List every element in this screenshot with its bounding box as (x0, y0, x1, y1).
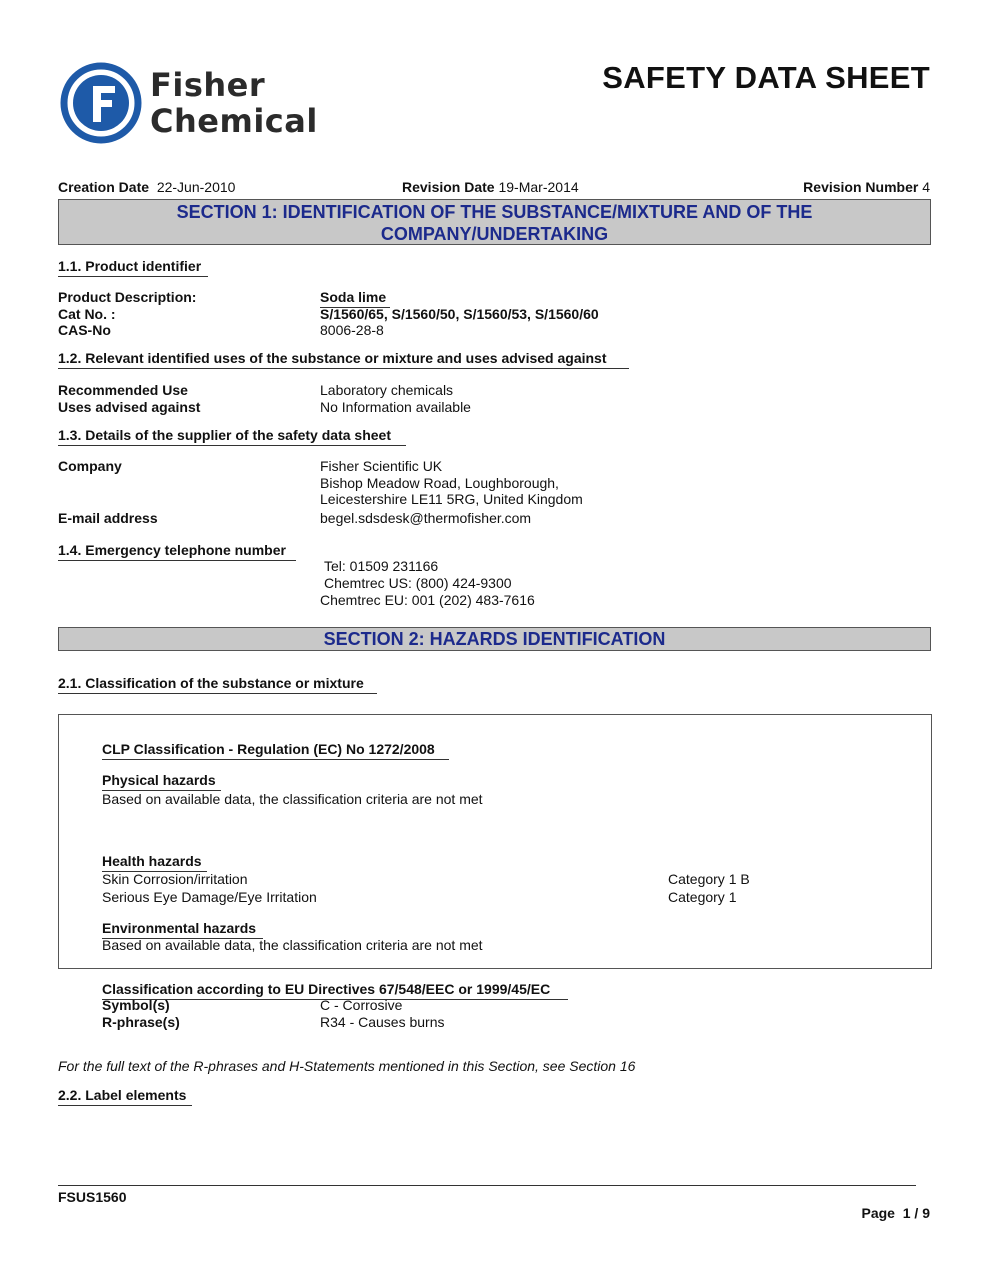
clp-heading-rule (102, 759, 449, 760)
company-logo (60, 62, 322, 144)
health-row-2-category: Category 1 (668, 889, 737, 905)
section-footnote: For the full text of the R-phrases and H-Statements mentioned in this Section, see Section 16 (58, 1058, 636, 1074)
emergency-line1: Tel: 01509 231166 (324, 558, 439, 574)
recommended-use-label: Recommended Use (58, 382, 188, 398)
symbol-label: Symbol(s) (102, 997, 170, 1013)
uses-against-label: Uses advised against (58, 399, 201, 415)
physical-text: Based on available data, the classification criteria are not met (102, 791, 483, 807)
page-label: Page (861, 1205, 895, 1221)
clp-heading: CLP Classification - Regulation (EC) No 1272/2008 (102, 741, 435, 757)
s21-heading: 2.1. Classification of the substance or mixture (58, 675, 364, 691)
product-desc-value: Soda lime (320, 289, 387, 305)
env-text: Based on available data, the classification criteria are not met (102, 937, 483, 953)
revision-date-value: 19-Mar-2014 (498, 179, 579, 195)
s11-heading: 1.1. Product identifier (58, 258, 202, 274)
emergency-line3: Chemtrec EU: 001 (202) 483-7616 (320, 592, 535, 608)
section1-title-line2: COMPANY/UNDERTAKING (380, 224, 609, 244)
s13-heading: 1.3. Details of the supplier of the safety data sheet (58, 427, 391, 443)
email-label: E-mail address (58, 510, 158, 526)
company-line3: Leicestershire LE11 5RG, United Kingdom (320, 491, 583, 507)
section1-title-line1: SECTION 1: IDENTIFICATION OF THE SUBSTANCE/MIXTURE AND OF THE (176, 202, 813, 222)
company-line2: Bishop Meadow Road, Loughborough, (320, 475, 559, 491)
health-row-1-hazard: Skin Corrosion/irritation (102, 871, 248, 887)
revision-number (803, 179, 930, 196)
eu-heading: Classification according to EU Directives 67/548/EEC or 1999/45/EC (102, 981, 551, 997)
creation-date-label: Creation Date (58, 179, 150, 195)
revision-date (402, 179, 579, 196)
s21-heading-rule (58, 693, 377, 694)
s13-heading-rule (58, 445, 406, 446)
fisher-logo-icon (60, 62, 142, 144)
rphrase-value: R34 - Causes burns (320, 1014, 445, 1030)
symbol-value: C - Corrosive (320, 997, 403, 1013)
page-number (862, 1205, 931, 1222)
s14-heading: 1.4. Emergency telephone number (58, 542, 286, 558)
recommended-use-value: Laboratory chemicals (320, 382, 454, 398)
s22-heading: 2.2. Label elements (58, 1087, 187, 1103)
company-label: Company (58, 458, 122, 474)
cas-label: CAS-No (58, 322, 111, 338)
physical-heading: Physical hazards (102, 772, 216, 788)
revision-date-label: Revision Date (402, 179, 495, 195)
revision-number-label: Revision Number (803, 179, 919, 195)
health-row-1-category: Category 1 B (668, 871, 750, 887)
logo-text-line2: Chemical (150, 102, 318, 140)
env-heading: Environmental hazards (102, 920, 257, 936)
section1-title (58, 199, 931, 245)
health-heading: Health hazards (102, 853, 202, 869)
emergency-line2: Chemtrec US: (800) 424-9300 (324, 575, 512, 591)
email-value[interactable]: begel.sdsdesk@thermofisher.com (320, 510, 532, 526)
rphrase-label: R-phrase(s) (102, 1014, 180, 1030)
s22-heading-rule (58, 1105, 192, 1106)
s12-heading: 1.2. Relevant identified uses of the substance or mixture and uses advised against (58, 350, 607, 366)
document-title: SAFETY DATA SHEET (602, 60, 930, 95)
s14-heading-rule (58, 560, 296, 561)
s12-heading-rule (58, 368, 629, 369)
s11-heading-rule (58, 276, 208, 277)
creation-date-value: 22-Jun-2010 (156, 179, 236, 195)
company-line1: Fisher Scientific UK (320, 458, 443, 474)
section2-title: SECTION 2: HAZARDS IDENTIFICATION (58, 627, 931, 651)
page-value: 1 / 9 (902, 1205, 930, 1221)
footer-rule (58, 1185, 916, 1186)
creation-date (58, 179, 235, 196)
cat-value: S/1560/65, S/1560/50, S/1560/53, S/1560/60 (320, 306, 599, 322)
cas-value: 8006-28-8 (320, 322, 384, 338)
product-desc-label: Product Description: (58, 289, 197, 305)
logo-text-line1: Fisher (150, 66, 266, 104)
health-row-2-hazard: Serious Eye Damage/Eye Irritation (102, 889, 317, 905)
cat-label: Cat No. : (58, 306, 116, 322)
uses-against-value: No Information available (320, 399, 471, 415)
document-code: FSUS1560 (58, 1189, 127, 1205)
revision-number-value: 4 (922, 179, 930, 195)
